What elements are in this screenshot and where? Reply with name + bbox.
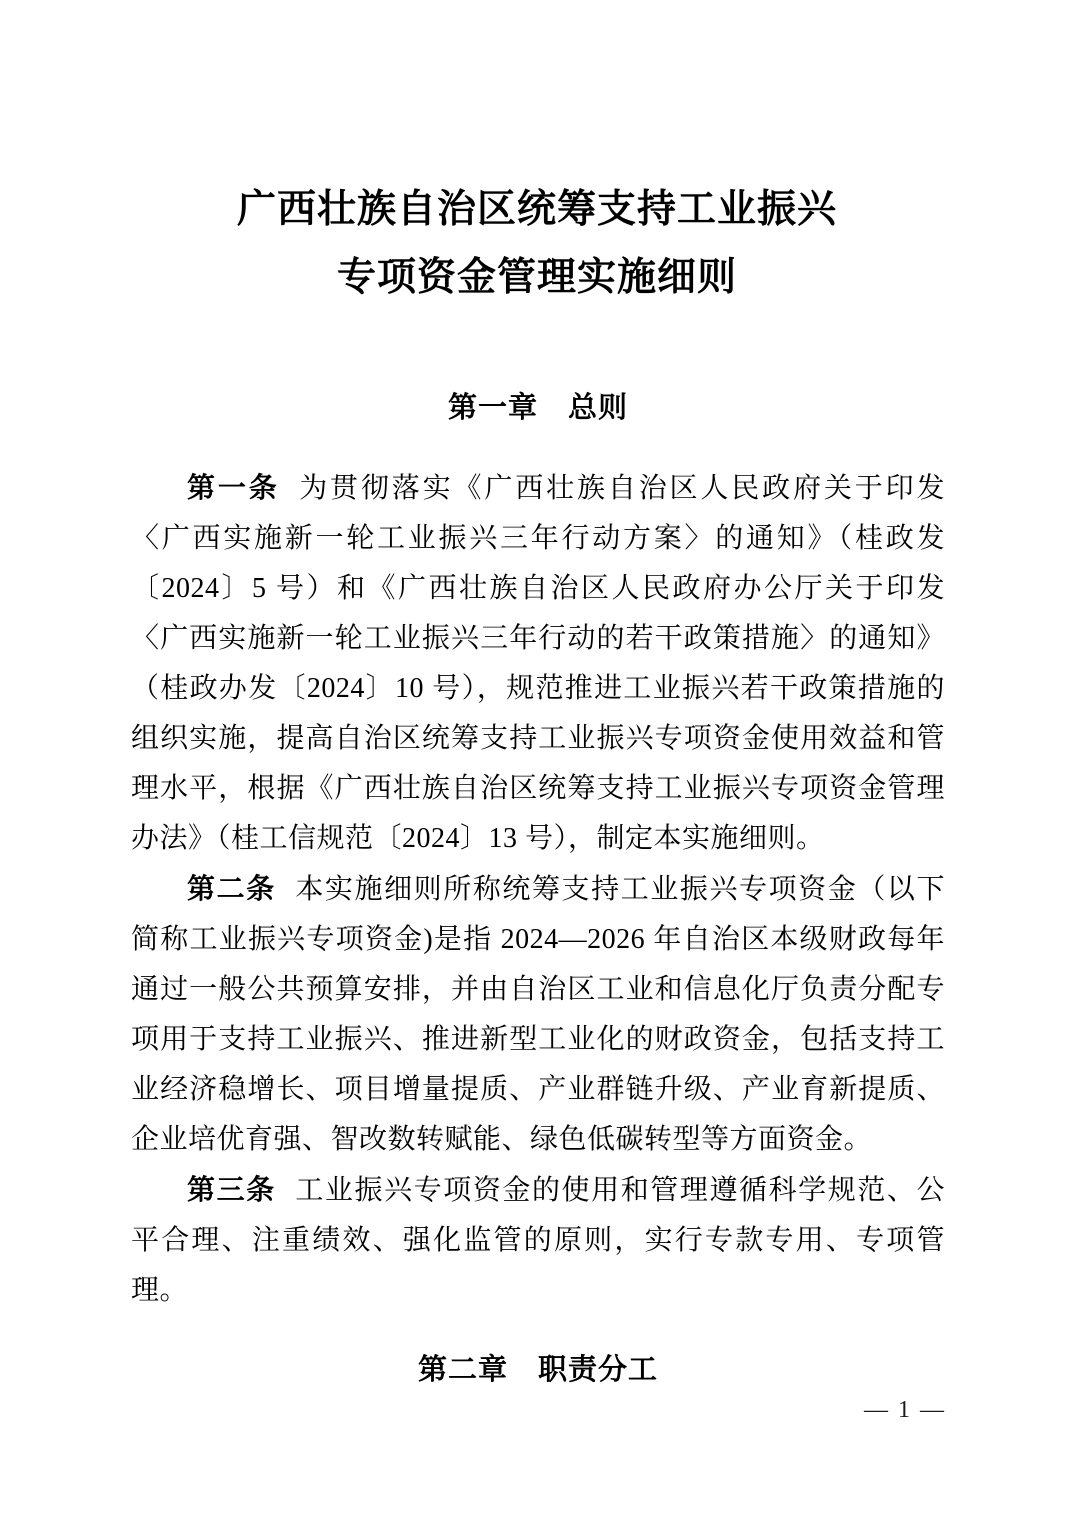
page-number: — 1 — [864, 1397, 946, 1423]
chapter-2-heading: 第二章 职责分工 [417, 1354, 658, 1386]
article-2-text: 本实施细则所称统筹支持工业振兴专项资金（以下简称工业振兴专项资金)是指 2024—2026 年自治区本级财政每年通过一般公共预算安排，并由自治区工业和信息化厅负责分配专项用于支持工业振兴、推进新型工业化的财政资金，包括支持工业经济稳增长、项目增量提质、产业群链升级、产业育新提质、企业培优育强、智改数转赋能、绿色低碳转型等方面资金。 [131, 874, 945, 1155]
article-3 [131, 1165, 945, 1316]
article-3-text: 工业振兴专项资金的使用和管理遵循科学规范、公平合理、注重绩效、强化监管的原则，实行专款专用、专项管理。 [131, 1175, 945, 1306]
document-title-line1: 广西壮族自治区统筹支持工业振兴 [236, 188, 837, 231]
article-1 [131, 463, 945, 864]
article-2-label: 第二条 [187, 873, 276, 904]
document-body [131, 390, 945, 1388]
chapter-1-heading: 第一章 总则 [447, 392, 628, 424]
document-title-line2: 专项资金管理实施细则 [336, 256, 737, 299]
article-2 [131, 864, 945, 1165]
article-1-label: 第一条 [187, 472, 280, 503]
article-3-label: 第三条 [187, 1174, 276, 1205]
article-1-text: 为贯彻落实《广西壮族自治区人民政府关于印发〈广西实施新一轮工业振兴三年行动方案〉的通知》（桂政发〔2024〕5 号）和《广西壮族自治区人民政府办公厅关于印发〈广西实施新一轮工业振兴三年行动的若干政策措施〉的通知》（桂政办发〔2024〕10 号），规范推进工业振兴若干政策措施的组织实施，提高自治区统筹支持工业振兴专项资金使用效益和管理水平，根据《广西壮族自治区统筹支持工业振兴专项资金管理办法》（桂工信规范〔2024〕13 号），制定本实施细则。 [131, 473, 945, 854]
document-title [0, 0, 1074, 312]
